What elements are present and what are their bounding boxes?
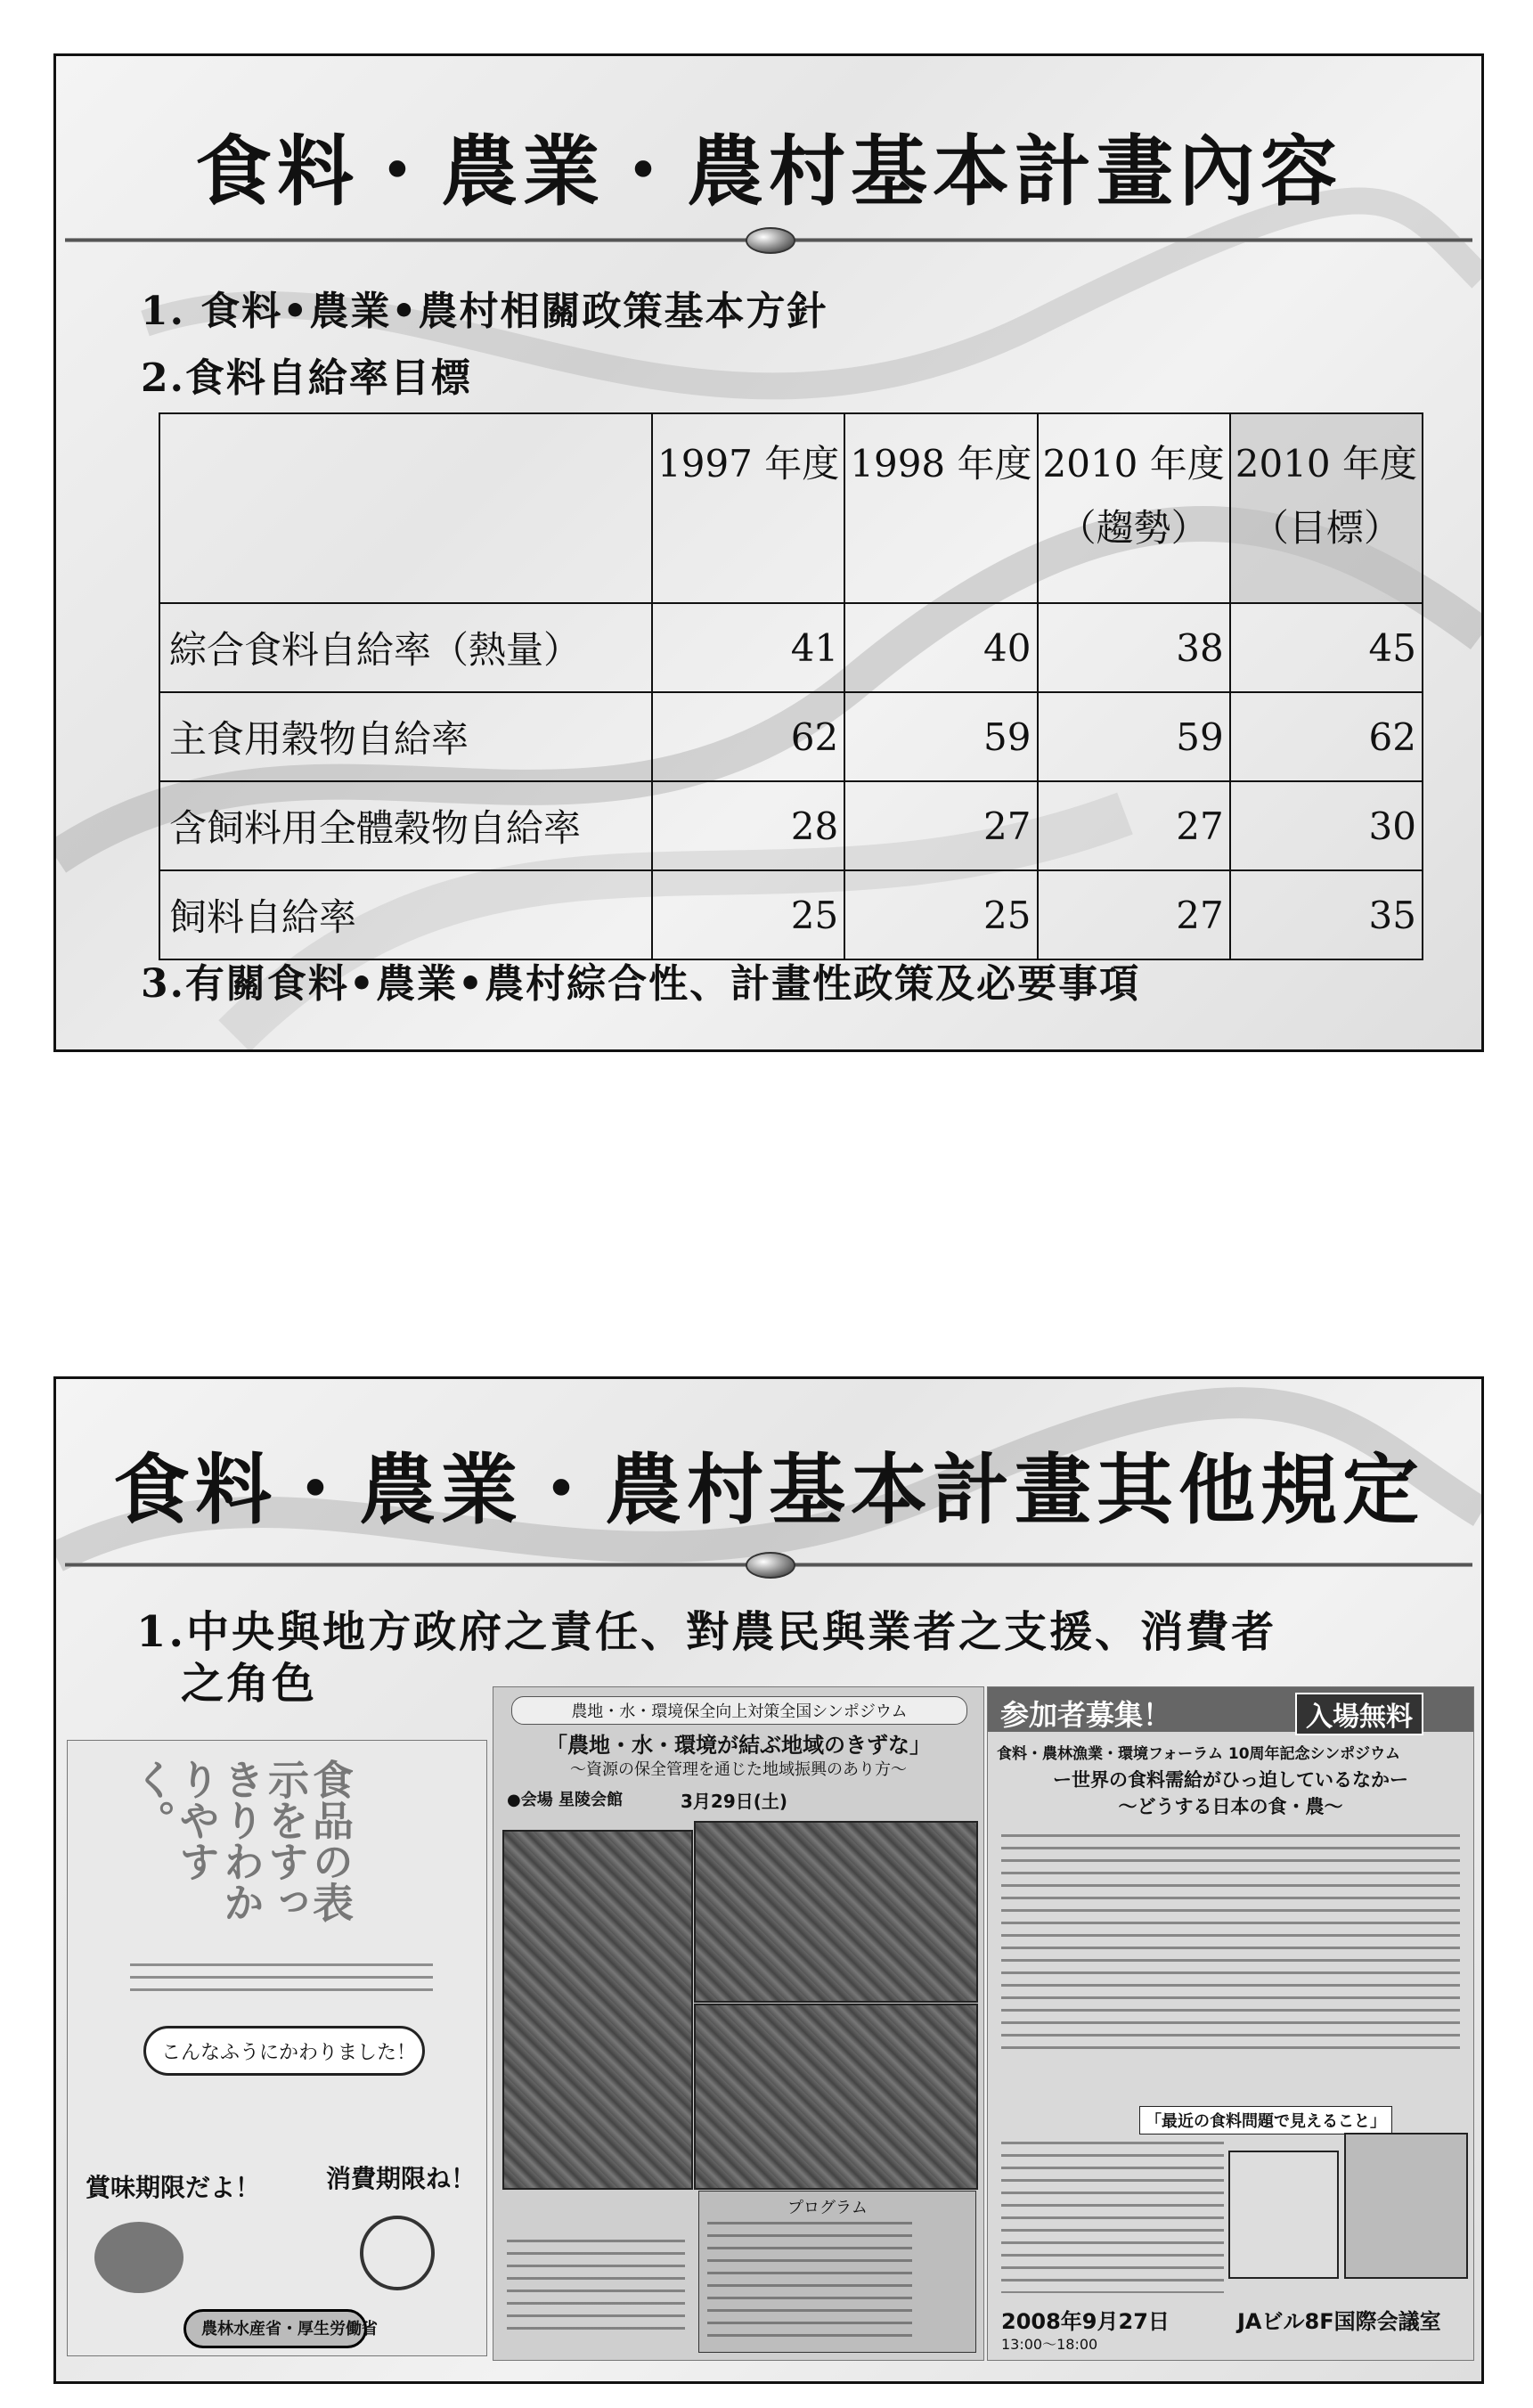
leaflet-bubble-text: こんなふうにかわりました！ <box>161 2042 417 2064</box>
forum-description <box>1001 1834 1460 2057</box>
program-title: プログラム <box>787 2199 868 2217</box>
leaflet-character-illustration <box>86 2204 460 2302</box>
gem-ornament-icon <box>746 1552 795 1579</box>
poster-mid-subtitle: 〜資源の保全管理を通じた地域振興のあり方〜 <box>570 1760 907 1779</box>
forum-date: 2008年9月27日 <box>1001 2309 1170 2334</box>
table-row <box>159 870 1423 959</box>
cell-value: 27 <box>1038 870 1230 959</box>
cell-value: 28 <box>652 781 844 870</box>
row-label: 含飼料用全體穀物自給率 <box>159 781 652 870</box>
forum-header: 食料・農林漁業・環境フォーラム 10周年記念シンポジウム <box>997 1745 1400 1763</box>
cell-value: 27 <box>1038 781 1230 870</box>
slide-food-plan-contents <box>53 53 1484 1052</box>
row-label: 綜合食料自給率（熱量） <box>159 603 652 692</box>
forum-time: 13:00〜18:00 <box>1001 2336 1098 2353</box>
cell-value: 35 <box>1230 870 1423 959</box>
free-entry-badge: 入場無料 <box>1295 1693 1423 1735</box>
cell-value: 59 <box>844 692 1037 781</box>
forum-subtitle: 〜どうする日本の食・農〜 <box>1118 1796 1343 1817</box>
table-header-empty <box>159 413 652 603</box>
slide-title: 食料・農業・農村基本計畫其他規定 <box>113 1445 1424 1535</box>
crowd-photo <box>694 2004 978 2190</box>
cell-value: 45 <box>1230 603 1423 692</box>
poster-mid-header: 農地・水・環境保全向上対策全国シンポジウム <box>511 1696 967 1725</box>
recruitment-banner-text: 参加者募集！ <box>1000 1698 1172 1732</box>
poster-mid-date: 3月29日(土) <box>681 1791 788 1812</box>
forum-panelists <box>1001 2142 1224 2293</box>
table-header-row <box>159 413 1423 603</box>
panelist-photo-man <box>1344 2133 1468 2279</box>
row-label: 主食用穀物自給率 <box>159 692 652 781</box>
row-label: 飼料自給率 <box>159 870 652 959</box>
leaflet-label-best-before: 賞味期限だよ！ <box>86 2173 261 2202</box>
heading-comprehensive-policies: 3.有關食料•農業•農村綜合性、計畫性政策及必要事項 <box>141 961 1141 1007</box>
forum-poster-image <box>987 1686 1474 2361</box>
table-header-2010-target: 2010 年度 （目標） <box>1230 413 1423 603</box>
forum-title: ー世界の食料需給がひっ迫しているなかー <box>1053 1769 1408 1791</box>
forum-talk-title: 「最近の食料問題で見えること」 <box>1139 2106 1392 2135</box>
group-photo <box>694 1821 978 2003</box>
table-row <box>159 781 1423 870</box>
leaflet-label-expiry: 消費期限ね！ <box>326 2164 477 2193</box>
cell-value: 27 <box>844 781 1037 870</box>
heading-line-1: 1.中央與地方政府之責任、對農民與業者之支援、消費者 <box>136 1607 1277 1657</box>
table-header-1997: 1997 年度 <box>652 413 844 603</box>
cell-value: 38 <box>1038 603 1230 692</box>
cell-value: 41 <box>652 603 844 692</box>
poster-mid-footnote <box>507 2240 685 2338</box>
slide-food-plan-other-provisions <box>53 1376 1484 2384</box>
program-text <box>707 2222 912 2338</box>
cell-value: 59 <box>1038 692 1230 781</box>
cell-value: 25 <box>652 870 844 959</box>
cell-value: 25 <box>844 870 1037 959</box>
food-label-leaflet-image <box>67 1740 487 2356</box>
heading-line-2: 之角色 <box>181 1659 318 1709</box>
cell-value: 62 <box>1230 692 1423 781</box>
heading-self-sufficiency-targets: 2.食料自給率目標 <box>141 355 472 401</box>
symposium-poster-image <box>493 1686 984 2361</box>
heading-policy-principles: 1. 食料•農業•農村相關政策基本方針 <box>141 289 828 334</box>
slide-title: 食料・農業・農村基本計畫內容 <box>195 127 1342 216</box>
self-sufficiency-table <box>159 412 1423 960</box>
cell-value: 30 <box>1230 781 1423 870</box>
forum-venue: JAビル8F国際会議室 <box>1237 2309 1441 2334</box>
table-header-2010-trend: 2010 年度 （趨勢） <box>1038 413 1230 603</box>
leaflet-body-text <box>130 1963 433 1999</box>
title-divider <box>65 233 1472 245</box>
panelist-photo-woman <box>1228 2151 1339 2279</box>
cell-value: 40 <box>844 603 1037 692</box>
cell-value: 62 <box>652 692 844 781</box>
table-row <box>159 603 1423 692</box>
poster-mid-title: 「農地・水・環境が結ぶ地域のきずな」 <box>546 1733 931 1758</box>
title-divider <box>65 1557 1472 1570</box>
gem-ornament-icon <box>746 227 795 254</box>
poster-mid-venue: ●会場 星陵会館 <box>507 1791 623 1809</box>
table-row <box>159 692 1423 781</box>
field-photo <box>502 1830 693 2190</box>
leaflet-vertical-title: 食品の表示をすっきりわかりやすく。 <box>128 1759 355 1922</box>
table-header-1998: 1998 年度 <box>844 413 1037 603</box>
leaflet-footer-text: 農林水産省・厚生労働省 <box>201 2320 378 2339</box>
